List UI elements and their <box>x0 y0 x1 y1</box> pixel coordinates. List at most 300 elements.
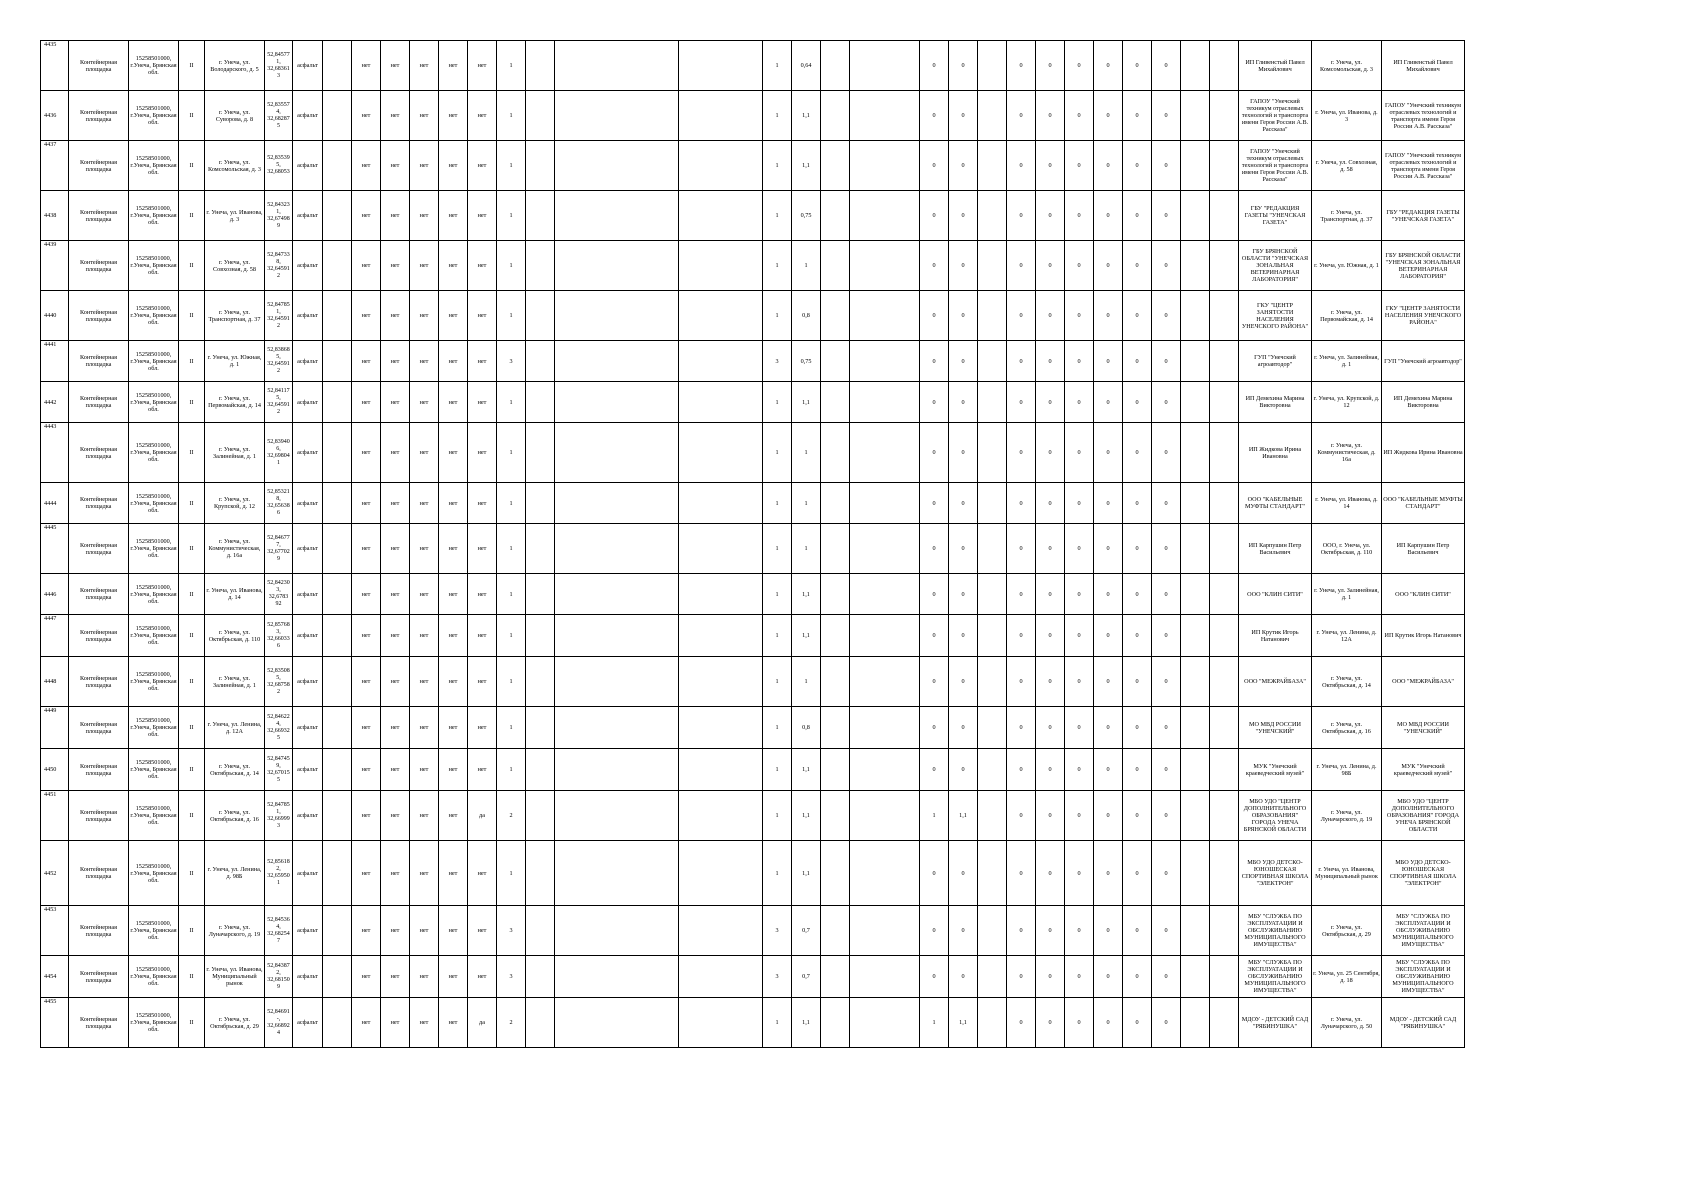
zero-cell: 0 <box>1007 423 1036 483</box>
table-row <box>41 998 1465 1048</box>
empty-cell <box>850 341 920 382</box>
empty-cell <box>323 483 352 524</box>
owner-address: ООО, г. Унеча, ул. Октябрьская, д. 110 <box>1312 524 1382 574</box>
waste-source: ИП Карпушин Петр Васильевич <box>1382 524 1465 574</box>
empty-cell <box>679 191 763 241</box>
owner-name: МБУ "СЛУЖБА ПО ЭКСПЛУАТАЦИИ И ОБСЛУЖИВАНИЮ МУНИЦИПАЛЬНОГО ИМУЩЕСТВА" <box>1239 906 1312 956</box>
empty-cell <box>679 998 763 1048</box>
zero-cell: 0 <box>1007 574 1036 615</box>
flag-cell: нет <box>381 524 410 574</box>
site-type: Контейнерная площадка <box>69 423 129 483</box>
owner-name: ООО "КЛИН СИТИ" <box>1239 574 1312 615</box>
container-qty: 3 <box>763 906 792 956</box>
flag-cell: нет <box>468 241 497 291</box>
container-qty: 1 <box>763 91 792 141</box>
zero-cell: 0 <box>1065 574 1094 615</box>
empty-cell <box>850 615 920 657</box>
zero-cell: 0 <box>1094 574 1123 615</box>
okato-code: 15258501000, г.Унеча, Брянская обл. <box>129 341 179 382</box>
bunker-qty: 0 <box>920 382 949 423</box>
empty-cell <box>323 998 352 1048</box>
owner-address: г. Унеча, ул. Луначарского, д. 19 <box>1312 791 1382 841</box>
row-number: 4448 <box>41 657 69 707</box>
zero-cell: 0 <box>1036 191 1065 241</box>
table-row <box>41 91 1465 141</box>
zero-cell: 0 <box>1152 423 1181 483</box>
coordinates: 52,84536 4, 32,68254 7 <box>265 906 293 956</box>
surface-type: асфальт <box>293 749 323 791</box>
owner-address: г. Унеча, ул. Залинейная, д. 1 <box>1312 341 1382 382</box>
flag-cell: нет <box>439 574 468 615</box>
category: II <box>179 998 205 1048</box>
zero-cell: 0 <box>1036 956 1065 998</box>
owner-address: г. Унеча, ул. Первомайская, д. 14 <box>1312 291 1382 341</box>
row-number: 4440 <box>41 291 69 341</box>
empty-cell <box>978 241 1007 291</box>
empty-cell <box>555 791 679 841</box>
flag-cell: нет <box>439 191 468 241</box>
owner-name: ИП Крутик Игорь Натанович <box>1239 615 1312 657</box>
table-row <box>41 341 1465 382</box>
container-qty: 3 <box>763 341 792 382</box>
owner-name: МБУ "СЛУЖБА ПО ЭКСПЛУАТАЦИИ И ОБСЛУЖИВАНИЮ МУНИЦИПАЛЬНОГО ИМУЩЕСТВА" <box>1239 956 1312 998</box>
empty-cell <box>526 841 555 906</box>
flag-cell: нет <box>381 483 410 524</box>
container-qty: 1 <box>763 483 792 524</box>
flag-cell: нет <box>352 191 381 241</box>
zero-cell: 0 <box>1123 791 1152 841</box>
empty-cell <box>1210 956 1239 998</box>
empty-cell <box>679 423 763 483</box>
zero-cell: 0 <box>1123 91 1152 141</box>
empty-cell <box>323 291 352 341</box>
zero-cell: 0 <box>1094 657 1123 707</box>
empty-cell <box>850 574 920 615</box>
owner-name: ООО "МЕЖРАЙБАЗА" <box>1239 657 1312 707</box>
zero-cell: 0 <box>1094 291 1123 341</box>
category: II <box>179 657 205 707</box>
container-volume: 1 <box>792 657 821 707</box>
zero-cell: 0 <box>1094 615 1123 657</box>
container-count: 1 <box>497 524 526 574</box>
empty-cell <box>821 241 850 291</box>
empty-cell <box>978 998 1007 1048</box>
zero-cell: 0 <box>1094 341 1123 382</box>
flag-cell: нет <box>381 841 410 906</box>
waste-source: ИП Демехина Марина Викторовна <box>1382 382 1465 423</box>
site-type: Контейнерная площадка <box>69 483 129 524</box>
zero-cell: 0 <box>1123 41 1152 91</box>
zero-cell: 0 <box>1007 749 1036 791</box>
bunker-volume: 0 <box>949 574 978 615</box>
zero-cell: 0 <box>1007 841 1036 906</box>
container-count: 2 <box>497 998 526 1048</box>
row-number: 4443 <box>41 423 69 483</box>
site-type: Контейнерная площадка <box>69 574 129 615</box>
zero-cell: 0 <box>1094 749 1123 791</box>
empty-cell <box>526 791 555 841</box>
okato-code: 15258501000, г.Унеча, Брянская обл. <box>129 749 179 791</box>
empty-cell <box>555 707 679 749</box>
empty-cell <box>555 41 679 91</box>
empty-cell <box>323 956 352 998</box>
bunker-volume: 0 <box>949 241 978 291</box>
bunker-qty: 0 <box>920 341 949 382</box>
empty-cell <box>526 191 555 241</box>
flag-cell: да <box>468 791 497 841</box>
container-count: 1 <box>497 41 526 91</box>
empty-cell <box>1210 841 1239 906</box>
flag-cell: нет <box>439 41 468 91</box>
flag-cell: нет <box>410 956 439 998</box>
surface-type: асфальт <box>293 956 323 998</box>
surface-type: асфальт <box>293 524 323 574</box>
flag-cell: нет <box>468 707 497 749</box>
empty-cell <box>1210 241 1239 291</box>
empty-cell <box>1210 615 1239 657</box>
zero-cell: 0 <box>1065 657 1094 707</box>
flag-cell: нет <box>352 483 381 524</box>
category: II <box>179 615 205 657</box>
flag-cell: нет <box>410 141 439 191</box>
bunker-qty: 0 <box>920 841 949 906</box>
site-address: г. Унеча, ул. Октябрьская, д. 14 <box>205 749 265 791</box>
empty-cell <box>679 657 763 707</box>
zero-cell: 0 <box>1123 423 1152 483</box>
row-number: 4450 <box>41 749 69 791</box>
empty-cell <box>1181 483 1210 524</box>
waste-source: МДОУ - ДЕТСКИЙ САД "РЯБИНУШКА" <box>1382 998 1465 1048</box>
category: II <box>179 241 205 291</box>
zero-cell: 0 <box>1123 841 1152 906</box>
empty-cell <box>526 657 555 707</box>
okato-code: 15258501000, г.Унеча, Брянская обл. <box>129 291 179 341</box>
container-qty: 1 <box>763 291 792 341</box>
category: II <box>179 524 205 574</box>
zero-cell: 0 <box>1065 291 1094 341</box>
zero-cell: 0 <box>1036 291 1065 341</box>
owner-address: г. Унеча, ул. Октябрьская, д. 29 <box>1312 906 1382 956</box>
zero-cell: 0 <box>1094 141 1123 191</box>
flag-cell: нет <box>352 998 381 1048</box>
container-volume: 1 <box>792 241 821 291</box>
zero-cell: 0 <box>1065 423 1094 483</box>
bunker-volume: 0 <box>949 657 978 707</box>
zero-cell: 0 <box>1065 241 1094 291</box>
table-row <box>41 707 1465 749</box>
empty-cell <box>526 749 555 791</box>
coordinates: 52,84622 4, 32,66932 5 <box>265 707 293 749</box>
category: II <box>179 707 205 749</box>
site-type: Контейнерная площадка <box>69 956 129 998</box>
surface-type: асфальт <box>293 791 323 841</box>
row-number: 4441 <box>41 341 69 382</box>
category: II <box>179 41 205 91</box>
container-qty: 1 <box>763 841 792 906</box>
flag-cell: нет <box>410 749 439 791</box>
owner-name: ИП Карпушин Петр Васильевич <box>1239 524 1312 574</box>
empty-cell <box>850 423 920 483</box>
container-qty: 1 <box>763 141 792 191</box>
surface-type: асфальт <box>293 241 323 291</box>
row-number: 4452 <box>41 841 69 906</box>
empty-cell <box>1210 707 1239 749</box>
zero-cell: 0 <box>1152 657 1181 707</box>
waste-source: ГАПОУ "Унечский техникум отраслевых технологий и транспорта имени Героя России А.В. Рассказа" <box>1382 141 1465 191</box>
container-qty: 3 <box>763 956 792 998</box>
empty-cell <box>1181 241 1210 291</box>
flag-cell: нет <box>410 524 439 574</box>
site-address: г. Унеча, ул. Октябрьская, д. 110 <box>205 615 265 657</box>
category: II <box>179 956 205 998</box>
okato-code: 15258501000, г.Унеча, Брянская обл. <box>129 657 179 707</box>
zero-cell: 0 <box>1007 241 1036 291</box>
owner-name: ИП Демехина Марина Викторовна <box>1239 382 1312 423</box>
empty-cell <box>821 191 850 241</box>
flag-cell: нет <box>381 998 410 1048</box>
bunker-qty: 0 <box>920 41 949 91</box>
empty-cell <box>850 41 920 91</box>
owner-name: ГУП "Унечский агроавтодор" <box>1239 341 1312 382</box>
zero-cell: 0 <box>1036 906 1065 956</box>
empty-cell <box>526 906 555 956</box>
empty-cell <box>679 141 763 191</box>
zero-cell: 0 <box>1065 791 1094 841</box>
owner-address: г. Унеча, ул. Октябрьская, д. 14 <box>1312 657 1382 707</box>
waste-source: МБУ "СЛУЖБА ПО ЭКСПЛУАТАЦИИ И ОБСЛУЖИВАНИЮ МУНИЦИПАЛЬНОГО ИМУЩЕСТВА" <box>1382 956 1465 998</box>
waste-source: ГАПОУ "Унечский техникум отраслевых технологий и транспорта имени Героя России А.В. Рассказа" <box>1382 91 1465 141</box>
flag-cell: нет <box>381 41 410 91</box>
zero-cell: 0 <box>1007 341 1036 382</box>
empty-cell <box>323 657 352 707</box>
empty-cell <box>323 749 352 791</box>
flag-cell: нет <box>352 906 381 956</box>
zero-cell: 0 <box>1094 524 1123 574</box>
table-row <box>41 291 1465 341</box>
empty-cell <box>1181 382 1210 423</box>
zero-cell: 0 <box>1065 749 1094 791</box>
zero-cell: 0 <box>1036 657 1065 707</box>
site-type: Контейнерная площадка <box>69 749 129 791</box>
empty-cell <box>850 483 920 524</box>
site-address: г. Унеча, ул. Иванова, д. 3 <box>205 191 265 241</box>
flag-cell: нет <box>439 749 468 791</box>
bunker-qty: 0 <box>920 191 949 241</box>
empty-cell <box>978 423 1007 483</box>
row-number: 4451 <box>41 791 69 841</box>
table-row <box>41 841 1465 906</box>
owner-address: г. Унеча, ул. Иванова, д. 3 <box>1312 91 1382 141</box>
zero-cell: 0 <box>1007 382 1036 423</box>
flag-cell: нет <box>352 707 381 749</box>
site-type: Контейнерная площадка <box>69 657 129 707</box>
zero-cell: 0 <box>1007 483 1036 524</box>
zero-cell: 0 <box>1094 382 1123 423</box>
coordinates: 52,84785 1, 32,66999 3 <box>265 791 293 841</box>
table-row <box>41 524 1465 574</box>
container-sites-table <box>40 40 1465 1048</box>
empty-cell <box>821 749 850 791</box>
empty-cell <box>1181 791 1210 841</box>
container-count: 1 <box>497 483 526 524</box>
zero-cell: 0 <box>1123 574 1152 615</box>
flag-cell: нет <box>468 341 497 382</box>
zero-cell: 0 <box>1065 382 1094 423</box>
empty-cell <box>323 841 352 906</box>
okato-code: 15258501000, г.Унеча, Брянская обл. <box>129 241 179 291</box>
empty-cell <box>555 382 679 423</box>
container-count: 3 <box>497 341 526 382</box>
flag-cell: нет <box>381 91 410 141</box>
row-number: 4445 <box>41 524 69 574</box>
flag-cell: нет <box>352 657 381 707</box>
flag-cell: нет <box>410 791 439 841</box>
site-address: г. Унеча, ул. Транспортная, д. 37 <box>205 291 265 341</box>
site-type: Контейнерная площадка <box>69 91 129 141</box>
flag-cell: нет <box>410 191 439 241</box>
site-address: г. Унеча, ул. Володарского, д. 5 <box>205 41 265 91</box>
container-volume: 0,64 <box>792 41 821 91</box>
flag-cell: нет <box>410 906 439 956</box>
flag-cell: нет <box>352 341 381 382</box>
flag-cell: нет <box>468 41 497 91</box>
empty-cell <box>821 707 850 749</box>
flag-cell: нет <box>439 382 468 423</box>
empty-cell <box>555 241 679 291</box>
zero-cell: 0 <box>1007 91 1036 141</box>
empty-cell <box>978 791 1007 841</box>
row-number: 4455 <box>41 998 69 1048</box>
zero-cell: 0 <box>1065 483 1094 524</box>
owner-name: МО МВД РОССИИ "УНЕЧСКИЙ" <box>1239 707 1312 749</box>
empty-cell <box>555 841 679 906</box>
site-type: Контейнерная площадка <box>69 524 129 574</box>
container-count: 1 <box>497 141 526 191</box>
row-number: 4439 <box>41 241 69 291</box>
okato-code: 15258501000, г.Унеча, Брянская обл. <box>129 423 179 483</box>
empty-cell <box>1181 956 1210 998</box>
surface-type: асфальт <box>293 657 323 707</box>
empty-cell <box>978 524 1007 574</box>
table-row <box>41 574 1465 615</box>
surface-type: асфальт <box>293 615 323 657</box>
empty-cell <box>1210 906 1239 956</box>
empty-cell <box>323 191 352 241</box>
owner-name: ИП Гливенстый Павел Михайлович <box>1239 41 1312 91</box>
empty-cell <box>821 291 850 341</box>
flag-cell: нет <box>468 382 497 423</box>
flag-cell: нет <box>352 956 381 998</box>
zero-cell: 0 <box>1007 524 1036 574</box>
row-number: 4454 <box>41 956 69 998</box>
container-qty: 1 <box>763 191 792 241</box>
row-number: 4444 <box>41 483 69 524</box>
empty-cell <box>1210 191 1239 241</box>
empty-cell <box>1210 91 1239 141</box>
container-count: 1 <box>497 615 526 657</box>
bunker-qty: 0 <box>920 524 949 574</box>
empty-cell <box>323 382 352 423</box>
empty-cell <box>978 615 1007 657</box>
empty-cell <box>1210 291 1239 341</box>
empty-cell <box>555 749 679 791</box>
empty-cell <box>679 707 763 749</box>
surface-type: асфальт <box>293 141 323 191</box>
empty-cell <box>821 41 850 91</box>
zero-cell: 0 <box>1036 998 1065 1048</box>
empty-cell <box>526 291 555 341</box>
empty-cell <box>526 998 555 1048</box>
empty-cell <box>1210 423 1239 483</box>
container-qty: 1 <box>763 791 792 841</box>
flag-cell: нет <box>410 291 439 341</box>
site-type: Контейнерная площадка <box>69 382 129 423</box>
container-volume: 1 <box>792 423 821 483</box>
empty-cell <box>978 483 1007 524</box>
empty-cell <box>821 483 850 524</box>
empty-cell <box>821 423 850 483</box>
owner-address: г. Унеча, ул. Совхозная, д. 58 <box>1312 141 1382 191</box>
flag-cell: нет <box>439 524 468 574</box>
zero-cell: 0 <box>1123 707 1152 749</box>
site-type: Контейнерная площадка <box>69 241 129 291</box>
flag-cell: нет <box>439 791 468 841</box>
empty-cell <box>978 574 1007 615</box>
flag-cell: нет <box>381 906 410 956</box>
empty-cell <box>821 657 850 707</box>
flag-cell: нет <box>381 382 410 423</box>
empty-cell <box>850 141 920 191</box>
zero-cell: 0 <box>1065 998 1094 1048</box>
zero-cell: 0 <box>1007 906 1036 956</box>
flag-cell: нет <box>410 41 439 91</box>
owner-address: г. Унеча, ул. Ленина, д. 12А <box>1312 615 1382 657</box>
zero-cell: 0 <box>1123 657 1152 707</box>
zero-cell: 0 <box>1094 906 1123 956</box>
empty-cell <box>850 524 920 574</box>
zero-cell: 0 <box>1152 382 1181 423</box>
empty-cell <box>978 291 1007 341</box>
container-volume: 1 <box>792 483 821 524</box>
empty-cell <box>526 707 555 749</box>
bunker-volume: 0 <box>949 191 978 241</box>
waste-source: МБО УДО "ЦЕНТР ДОПОЛНИТЕЛЬНОГО ОБРАЗОВАНИЯ" ГОРОДА УНЕЧА БРЯНСКОЙ ОБЛАСТИ <box>1382 791 1465 841</box>
flag-cell: нет <box>410 615 439 657</box>
owner-name: ИП Жидкова Ирина Ивановна <box>1239 423 1312 483</box>
flag-cell: нет <box>439 241 468 291</box>
empty-cell <box>323 341 352 382</box>
site-type: Контейнерная площадка <box>69 841 129 906</box>
owner-name: ГКУ "ЦЕНТР ЗАНЯТОСТИ НАСЕЛЕНИЯ УНЕЧСКОГО РАЙОНА" <box>1239 291 1312 341</box>
empty-cell <box>1210 791 1239 841</box>
empty-cell <box>555 423 679 483</box>
empty-cell <box>821 524 850 574</box>
zero-cell: 0 <box>1036 615 1065 657</box>
empty-cell <box>323 707 352 749</box>
okato-code: 15258501000, г.Унеча, Брянская обл. <box>129 141 179 191</box>
container-count: 3 <box>497 956 526 998</box>
site-address: г. Унеча, ул. Иванова, д. 14 <box>205 574 265 615</box>
row-number: 4436 <box>41 91 69 141</box>
category: II <box>179 291 205 341</box>
empty-cell <box>978 191 1007 241</box>
flag-cell: нет <box>468 574 497 615</box>
zero-cell: 0 <box>1152 998 1181 1048</box>
container-qty: 1 <box>763 574 792 615</box>
empty-cell <box>679 241 763 291</box>
okato-code: 15258501000, г.Унеча, Брянская обл. <box>129 382 179 423</box>
bunker-qty: 0 <box>920 423 949 483</box>
